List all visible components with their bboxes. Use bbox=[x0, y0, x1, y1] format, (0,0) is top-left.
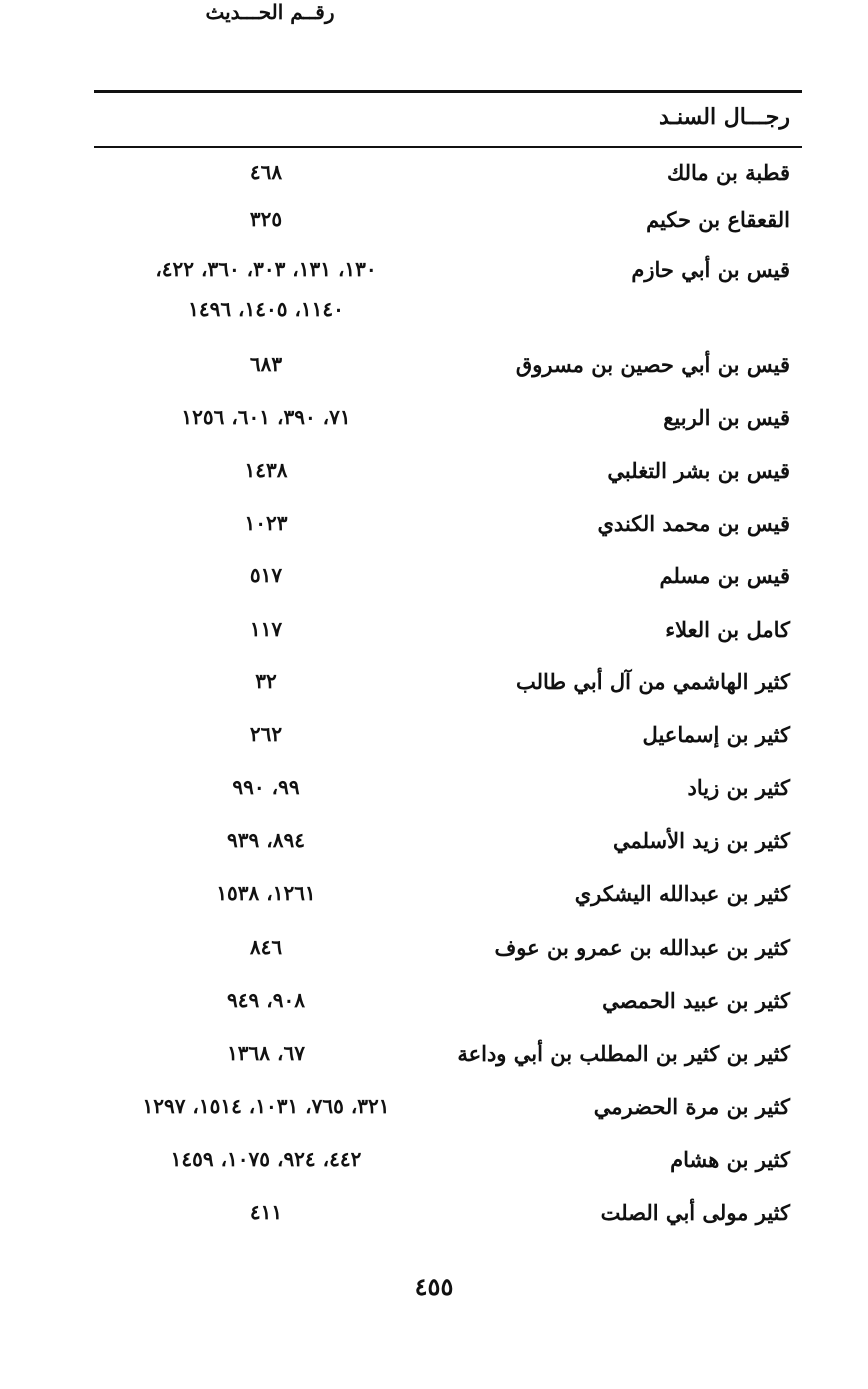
narrator-name: قيس بن أبي حازم bbox=[631, 257, 790, 282]
hadith-numbers: ١٠٢٣ bbox=[244, 511, 288, 535]
hadith-numbers: ٦٨٣ bbox=[249, 352, 283, 376]
narrator-name: قيس بن الربيع bbox=[663, 405, 790, 430]
hadith-numbers: ٣٢٥ bbox=[249, 207, 283, 231]
hadith-numbers-continued: ١١٤٠، ١٤٠٥، ١٤٩٦ bbox=[188, 297, 344, 321]
narrator-name: كثير بن كثير بن المطلب بن أبي وداعة bbox=[457, 1041, 790, 1066]
hadith-numbers: ٨٤٦ bbox=[249, 935, 283, 959]
table-row bbox=[0, 511, 868, 551]
hadith-numbers: ١٢٦١، ١٥٣٨ bbox=[216, 881, 316, 905]
table-row bbox=[0, 257, 868, 321]
narrator-name: كثير بن عبدالله بن عمرو بن عوف bbox=[494, 935, 790, 960]
names-column-header: رجـــال السنـد bbox=[659, 104, 790, 130]
table-row bbox=[0, 828, 868, 868]
hadith-numbers: ٦٧، ١٣٦٨ bbox=[227, 1041, 305, 1065]
narrator-name: قيس بن مسلم bbox=[659, 563, 790, 588]
hadith-numbers: ٤٦٨ bbox=[249, 160, 283, 184]
hadith-numbers: ٢٦٢ bbox=[249, 722, 283, 746]
table-row bbox=[0, 617, 868, 657]
narrator-name: القعقاع بن حكيم bbox=[646, 207, 790, 232]
table-row bbox=[0, 352, 868, 392]
hadith-numbers: ٧١، ٣٩٠، ٦٠١، ١٢٥٦ bbox=[181, 405, 351, 429]
table-row bbox=[0, 1094, 868, 1134]
narrator-name: كثير الهاشمي من آل أبي طالب bbox=[515, 669, 790, 694]
hadith-numbers: ٩٩، ٩٩٠ bbox=[232, 775, 300, 799]
table-row bbox=[0, 458, 868, 498]
page-number: ٤٥٥ bbox=[414, 1272, 454, 1301]
narrator-name: كثير بن إسماعيل bbox=[642, 722, 790, 747]
narrator-name: قطبة بن مالك bbox=[666, 160, 790, 185]
hadith-numbers: ١٤٣٨ bbox=[244, 458, 288, 482]
hadith-numbers: ١١٧ bbox=[249, 617, 283, 641]
top-rule bbox=[94, 90, 802, 93]
narrator-name: كثير مولى أبي الصلت bbox=[600, 1200, 790, 1225]
table-row bbox=[0, 988, 868, 1028]
table-row bbox=[0, 1041, 868, 1081]
hadith-numbers: ٩٠٨، ٩٤٩ bbox=[227, 988, 305, 1012]
table-row bbox=[0, 405, 868, 445]
narrator-name: كثير بن زيد الأسلمي bbox=[612, 828, 790, 853]
numbers-column-header: رقــم الحـــديث bbox=[205, 0, 335, 24]
hadith-numbers: ٣٢ bbox=[255, 669, 277, 693]
hadith-numbers: ١٣٠، ١٣١، ٣٠٣، ٣٦٠، ٤٢٢، bbox=[155, 257, 377, 281]
table-row bbox=[0, 775, 868, 815]
table-row bbox=[0, 1200, 868, 1240]
narrator-name: كامل بن العلاء bbox=[665, 617, 790, 642]
narrator-name: قيس بن بشر التغلبي bbox=[607, 458, 790, 483]
table-row bbox=[0, 669, 868, 709]
narrator-name: كثير بن زياد bbox=[687, 775, 790, 800]
hadith-numbers: ٤٤٢، ٩٢٤، ١٠٧٥، ١٤٥٩ bbox=[170, 1147, 362, 1171]
hadith-numbers: ٥١٧ bbox=[249, 563, 283, 587]
hadith-numbers: ٣٢١، ٧٦٥، ١٠٣١، ١٥١٤، ١٢٩٧ bbox=[142, 1094, 390, 1118]
header-rule bbox=[94, 146, 802, 148]
narrator-name: كثير بن مرة الحضرمي bbox=[593, 1094, 790, 1119]
table-row bbox=[0, 722, 868, 762]
narrator-name: كثير بن هشام bbox=[670, 1147, 790, 1172]
narrator-name: قيس بن محمد الكندي bbox=[597, 511, 790, 536]
narrator-name: كثير بن عبيد الحمصي bbox=[602, 988, 790, 1013]
table-row bbox=[0, 160, 868, 200]
hadith-numbers: ٨٩٤، ٩٣٩ bbox=[227, 828, 305, 852]
narrator-name: قيس بن أبي حصين بن مسروق bbox=[515, 352, 790, 377]
narrator-name: كثير بن عبدالله اليشكري bbox=[574, 881, 790, 906]
table-row bbox=[0, 207, 868, 247]
table-row bbox=[0, 935, 868, 975]
table-row bbox=[0, 881, 868, 921]
table-row bbox=[0, 563, 868, 603]
hadith-numbers: ٤١١ bbox=[249, 1200, 283, 1224]
table-row bbox=[0, 1147, 868, 1187]
